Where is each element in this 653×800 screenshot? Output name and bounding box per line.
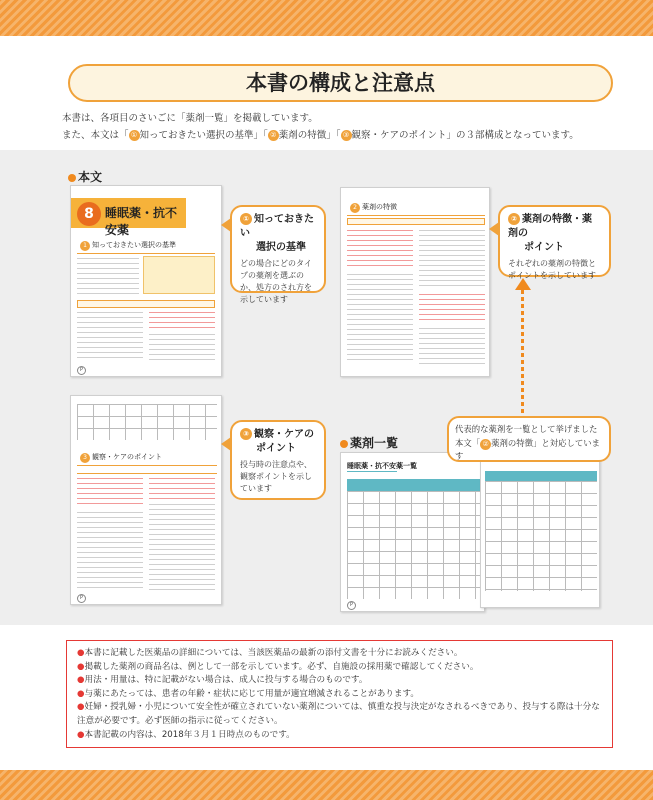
callout-number-badge: ① xyxy=(240,213,252,225)
title-underline xyxy=(347,471,397,472)
intro-line-2 xyxy=(62,127,579,144)
note-bar xyxy=(77,466,217,474)
book-page-drug-features xyxy=(340,187,490,377)
subheading-number: 2 xyxy=(350,203,360,213)
callout-heading-2: 選択の基準 xyxy=(256,242,306,253)
callout-selection-criteria xyxy=(230,205,326,304)
callout-heading xyxy=(240,213,316,241)
callout-body: どの場合にどのタイプの薬剤を選ぶのか、処方のされ方を示しています xyxy=(240,259,312,304)
drug-table xyxy=(347,491,480,599)
note-text: 本書記載の内容は、2018年３月１日時点のものです。 xyxy=(84,729,295,740)
table-header xyxy=(347,479,480,491)
callout-number-badge: ② xyxy=(480,439,491,450)
drug-table xyxy=(485,481,597,591)
note-item xyxy=(77,647,602,661)
intro-text-part: 観察・ケアのポイント」の３部構成となっています。 xyxy=(351,130,579,141)
page-title: 本書の構成と注意点 xyxy=(68,64,613,102)
body-text-lines xyxy=(419,328,485,364)
note-text: 掲載した薬剤の商品名は、例として一部を示しています。必ず、自施設の採用薬で確認してください。 xyxy=(84,661,479,672)
intro-text-part: また、本文は「 xyxy=(62,130,129,141)
callout-heading-text: 知っておきたい xyxy=(240,214,314,239)
callout-care-points xyxy=(230,420,326,500)
callout-number-badge: ② xyxy=(508,213,520,225)
callout-heading-2: ポイント xyxy=(524,242,564,253)
subheading-number: 1 xyxy=(80,241,90,251)
note-text: 妊婦・授乳婦・小児について安全性が確立されていない薬剤については、慎重な投与決定がなされるべきであり、投与する際は十分な注意が必要です。必ず医師の指示に従ってください。 xyxy=(77,702,600,726)
intro-line-1: 本書は、各項目のさいごに「薬剤一覧」を掲載しています。 xyxy=(62,113,318,124)
note-bar xyxy=(347,218,485,225)
table-header xyxy=(485,471,597,481)
callout-heading xyxy=(508,213,601,241)
page-number-icon: P xyxy=(77,366,86,375)
callout-heading-text: 薬剤の特徴・薬剤の xyxy=(508,214,592,239)
note-item xyxy=(77,729,602,743)
callout-text-part: 薬剤の特徴」と対応しています xyxy=(455,438,600,461)
subheading-3 xyxy=(77,450,217,466)
note-item xyxy=(77,688,602,702)
subheading-number: 3 xyxy=(80,453,90,463)
red-text-lines xyxy=(149,478,215,500)
note-item xyxy=(77,674,602,688)
bullet-icon: ● xyxy=(77,702,85,713)
bullet-icon: ● xyxy=(77,675,85,686)
part-2-badge: ② xyxy=(268,130,279,141)
callout-body: 投与時の注意点や、観察ポイントを示しています xyxy=(240,460,312,493)
section-label-honbun xyxy=(68,168,102,185)
intro-text xyxy=(62,110,579,144)
chapter-title: 睡眠薬・抗不安薬 xyxy=(105,206,178,237)
subheading-text: 知っておきたい選択の基準 xyxy=(92,241,176,249)
callout-body-line1: 代表的な薬剤を一覧として挙げました xyxy=(455,424,598,434)
red-text-lines xyxy=(149,312,215,330)
body-text-lines xyxy=(347,274,413,364)
bullet-icon: ● xyxy=(77,661,85,672)
callout-drug-features xyxy=(498,205,611,280)
book-page-drug-list xyxy=(340,452,485,612)
bullet-icon: ● xyxy=(77,648,85,658)
book-page-selection-criteria xyxy=(70,185,222,377)
callout-text-part: 本文「 xyxy=(455,438,481,448)
callout-number-badge: ③ xyxy=(240,428,252,440)
book-page-care-points xyxy=(70,395,222,605)
bullet-icon: ● xyxy=(77,729,85,740)
top-stripe-decoration xyxy=(0,0,653,36)
red-text-lines xyxy=(347,230,413,270)
page-number-icon: P xyxy=(77,594,86,603)
book-page-drug-list-2 xyxy=(480,460,600,608)
caution-notes-box xyxy=(66,640,613,748)
callout-body-line2 xyxy=(455,437,603,462)
up-arrow-icon xyxy=(515,278,531,290)
part-1-badge: ① xyxy=(129,130,140,141)
drug-list-title: 睡眠薬・抗不安薬一覧 xyxy=(347,462,417,470)
subheading-1 xyxy=(77,238,215,254)
note-bar xyxy=(77,300,215,308)
intro-text-part: 薬剤の特徴」「 xyxy=(278,130,341,141)
note-text: 与薬にあたっては、患者の年齢・症状に応じて用量が適宜増減されることがあります。 xyxy=(84,688,419,699)
bullet-dot-icon xyxy=(68,174,76,182)
callout-heading-text: 観察・ケアの xyxy=(254,429,314,440)
subheading-text: 薬剤の特徴 xyxy=(362,203,397,211)
body-text-lines xyxy=(419,230,485,290)
red-text-lines xyxy=(419,294,485,324)
red-text-lines xyxy=(77,478,143,508)
callout-heading xyxy=(240,428,316,442)
body-text-lines xyxy=(149,504,215,592)
chapter-number: 8 xyxy=(77,202,101,226)
section-label-text: 薬剤一覧 xyxy=(350,436,399,450)
bottom-stripe-decoration xyxy=(0,770,653,800)
part-3-badge: ③ xyxy=(341,130,352,141)
body-text-lines xyxy=(77,312,143,362)
highlight-box xyxy=(143,256,215,294)
chapter-banner xyxy=(71,198,186,237)
page-table xyxy=(77,404,217,440)
body-text-lines xyxy=(77,258,139,294)
bullet-icon: ● xyxy=(77,688,85,699)
body-text-lines xyxy=(77,512,143,592)
callout-drug-list xyxy=(447,416,611,462)
section-label-text: 本文 xyxy=(78,170,103,184)
section-label-yakuzai xyxy=(340,434,398,451)
note-item xyxy=(77,701,602,728)
body-text-lines xyxy=(149,334,215,360)
callout-body: それぞれの薬剤の特徴とポイントを示しています xyxy=(508,259,596,280)
note-item xyxy=(77,661,602,675)
intro-text-part: 知っておきたい選択の基準」「 xyxy=(139,130,268,141)
callout-heading-2: ポイント xyxy=(256,443,296,454)
subheading-2 xyxy=(347,200,485,216)
page-number-icon: P xyxy=(347,601,356,610)
subheading-text: 観察・ケアのポイント xyxy=(92,453,162,461)
dotted-arrow-line xyxy=(521,290,524,420)
bullet-dot-icon xyxy=(340,440,348,448)
note-text: 本書に記載した医薬品の詳細については、当該医薬品の最新の添付文書を十分にお読みください。 xyxy=(84,648,463,658)
note-text: 用法・用量は、特に記載がない場合は、成人に投与する場合のものです。 xyxy=(84,675,368,686)
